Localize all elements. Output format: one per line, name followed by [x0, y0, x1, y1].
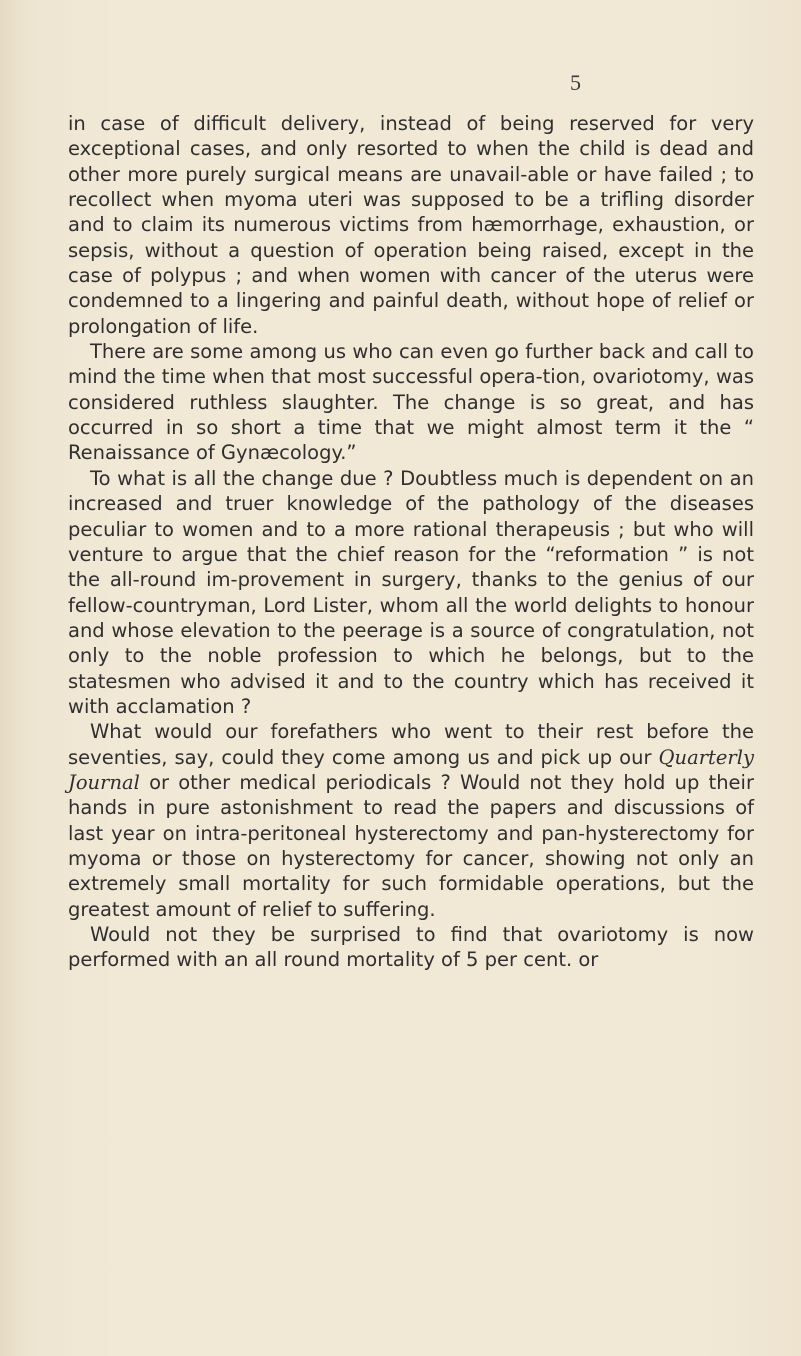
paragraph-text: or other medical periodicals ? Would not they hold up their hands in pure astonishment to read the papers and discussions of last year on intra-peritoneal hysterectomy and pan-hysterectomy for myoma or those on hysterectomy for cancer, showing not only an extremely small mortality for such formidable operations, but the greatest amount of relief to suffering. [68, 770, 754, 921]
paragraph [68, 719, 754, 922]
page-number: 5 [570, 70, 581, 95]
paragraph-text: There are some among us who can even go further back and call to mind the time when that most successful opera-tion, ovariotomy, was considered ruthless slaughter. The change is so great, and has occurred in so short a time that we might almost term it the “ Renaissance of Gynæcology.” [68, 340, 754, 465]
body-text [68, 111, 754, 973]
paragraph [68, 111, 754, 339]
paragraph [68, 466, 754, 719]
italic-text: Quarterly Journal [68, 745, 754, 794]
paragraph-text: Would not they be surprised to find that ovariotomy is now performed with an all round mortality of 5 per cent. or [68, 923, 754, 972]
paragraph [68, 339, 754, 466]
paragraph-text: To what is all the change due ? Doubtless much is dependent on an increased and truer knowledge of the pathology of the diseases peculiar to women and to a more rational therapeusis ; but who will venture to argue that the chief reason for the “reformation ” is not the all-round im-provement in surgery, thanks to the genius of our fellow-countryman, Lord Lister, whom all the world delights to honour and whose elevation to the peerage is a source of congratulation, not only to the noble profession to which he belongs, but to the statesmen who advised it and to the country which has received it with acclamation ? [68, 466, 754, 718]
paragraph [68, 922, 754, 973]
paragraph-text: What would our forefathers who went to their rest before the seventies, say, could they come among us and pick up our [68, 720, 754, 769]
paragraph-text: in case of difficult delivery, instead of being reserved for very exceptional cases, and only resorted to when the child is dead and other more purely surgical means are unavail-able or have failed ; to recollect when myoma uteri was supposed to be a trifling disorder and to claim its numerous victims from hæmorrhage, exhaustion, or sepsis, without a question of operation being raised, except in the case of polypus ; and when women with cancer of the uterus were condemned to a lingering and painful death, without hope of relief or prolongation of life. [68, 112, 754, 338]
